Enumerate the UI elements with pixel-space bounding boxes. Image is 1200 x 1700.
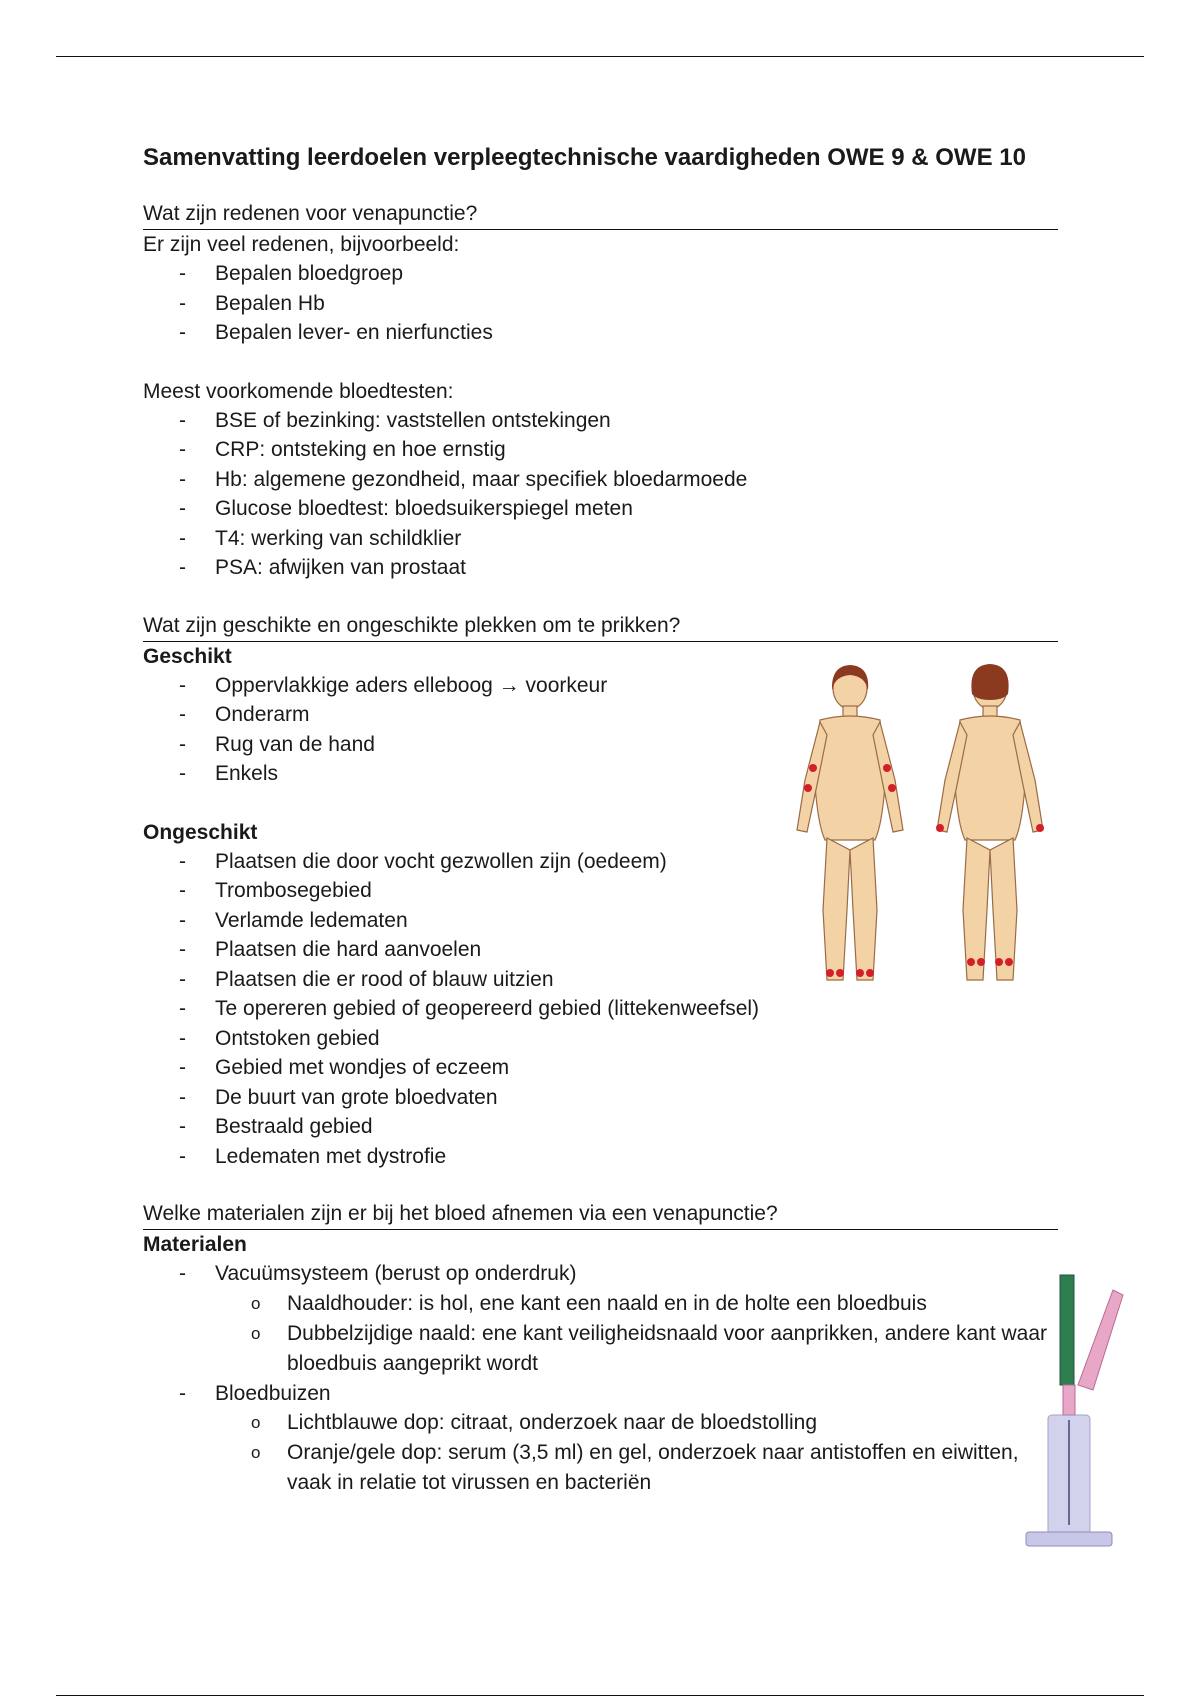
list-item: - Onderarm — [143, 700, 1058, 730]
list-item: - T4: werking van schildklier — [143, 524, 1058, 554]
list-item: - Verlamde ledematen — [143, 906, 1058, 936]
list-item: - Te opereren gebied of geopereerd gebied (littekenweefsel) — [143, 994, 1058, 1024]
sub-list — [143, 1408, 1058, 1498]
unsuitable-heading: Ongeschikt — [143, 820, 258, 844]
list-item: - Ledematen met dystrofie — [143, 1142, 1058, 1172]
list-item: - Trombosegebied — [143, 876, 1058, 906]
back-hair — [971, 664, 1008, 700]
front-figure — [797, 667, 903, 980]
list-item: - Enkels — [143, 759, 1058, 789]
list-item: - Bepalen bloedgroep — [143, 259, 1058, 289]
material-label: Vacuümsysteem (berust op onderdruk) — [215, 1262, 577, 1285]
list-item: - Oppervlakkige aders elleboog → voorkeur — [143, 671, 1058, 701]
list-item: - Ontstoken gebied — [143, 1024, 1058, 1054]
intro-text: Er zijn veel redenen, bijvoorbeeld: — [143, 233, 460, 256]
list-item: - Rug van de hand — [143, 730, 1058, 760]
section-question-3: Welke materialen zijn er bij het bloed afnemen via een venapunctie? — [143, 1200, 1058, 1230]
list-item: - Plaatsen die er rood of blauw uitzien — [143, 965, 1058, 995]
list-item — [143, 1379, 1058, 1499]
blood-tests-list — [143, 406, 1058, 583]
list-item: - Bepalen Hb — [143, 289, 1058, 319]
list-item: - PSA: afwijken van prostaat — [143, 553, 1058, 583]
list-item: - Plaatsen die door vocht gezwollen zijn (oedeem) — [143, 847, 1058, 877]
list-item: - Gebied met wondjes of eczeem — [143, 1053, 1058, 1083]
materials-heading: Materialen — [143, 1233, 247, 1256]
sub-list-item: o Lichtblauwe dop: citraat, onderzoek naar de bloedstolling — [143, 1408, 1058, 1438]
sub-list — [143, 1289, 1058, 1379]
sub-list-item: o Naaldhouder: is hol, ene kant een naald en in de holte een bloedbuis — [143, 1289, 1058, 1319]
header-rule — [56, 56, 1144, 57]
blood-tests-intro: Meest voorkomende bloedtesten: — [143, 379, 454, 403]
reasons-list — [143, 259, 1058, 348]
list-item: - Glucose bloedtest: bloedsuikerspiegel meten — [143, 494, 1058, 524]
list-item — [143, 1259, 1058, 1379]
page-title: Samenvatting leerdoelen verpleegtechnische vaardigheden OWE 9 & OWE 10 — [143, 144, 1026, 171]
list-item: - Hb: algemene gezondheid, maar specifiek bloedarmoede — [143, 465, 1058, 495]
list-item: - Bestraald gebied — [143, 1112, 1058, 1142]
list-item: - Plaatsen die hard aanvoelen — [143, 935, 1058, 965]
list-item: - CRP: ontsteking en hoe ernstig — [143, 435, 1058, 465]
body-puncture-sites-illustration — [775, 660, 1065, 995]
materials-list — [143, 1259, 1058, 1498]
section-question-1: Wat zijn redenen voor venapunctie? — [143, 200, 1058, 230]
list-item: - BSE of bezinking: vaststellen ontstekingen — [143, 406, 1058, 436]
needle-holder-illustration — [1018, 1270, 1128, 1555]
list-item: - De buurt van grote bloedvaten — [143, 1083, 1058, 1113]
section-question-2: Wat zijn geschikte en ongeschikte plekken om te prikken? — [143, 612, 1058, 642]
sub-list-item: o Oranje/gele dop: serum (3,5 ml) en gel, onderzoek naar antistoffen en eiwitten, vaak in relatie tot virussen en bacteriën — [143, 1438, 1058, 1498]
suitable-heading: Geschikt — [143, 644, 232, 668]
list-item: - Bepalen lever- en nierfuncties — [143, 318, 1058, 348]
sub-list-item: o Dubbelzijdige naald: ene kant veiligheidsnaald voor aanprikken, andere kant waar bloedbuis aangeprikt wordt — [143, 1319, 1058, 1379]
material-label: Bloedbuizen — [215, 1381, 331, 1405]
footer-rule — [56, 1695, 1144, 1696]
back-figure — [937, 667, 1043, 980]
